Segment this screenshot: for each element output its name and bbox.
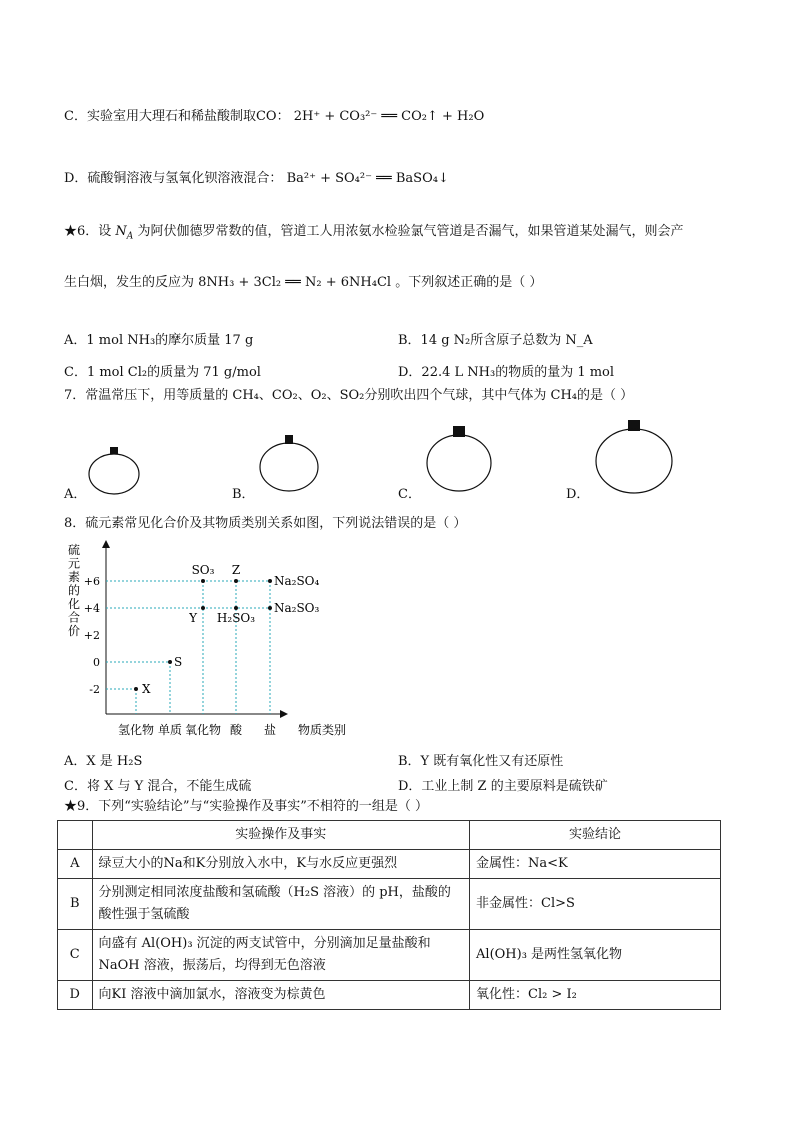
chart-y-tick-label: -2	[89, 683, 100, 696]
q6-stem-body: 为阿伏伽德罗常数的值，管道工人用浓氨水检验氯气管道是否漏气，如果管道某处漏气，则会产	[137, 224, 684, 239]
chart-point-label: S	[174, 655, 183, 669]
chart-y-tick-label: 0	[93, 656, 100, 669]
row-conclusion: Al(OH)₃ 是两性氢氧化物	[470, 930, 721, 981]
chart-ylabel-char: 素	[68, 570, 81, 584]
chart-point-label: Z	[231, 563, 241, 577]
balloon-a	[89, 447, 139, 494]
q8-option-a: A．X 是 H₂S	[64, 754, 143, 769]
q9-stem: ★9．下列“实验结论”与“实验操作及事实”不相符的一组是（ ）	[64, 799, 428, 814]
q8-valence-chart	[60, 540, 380, 740]
q7-label-d: D．	[566, 487, 590, 502]
chart-point-label: Na₂SO₃	[274, 601, 320, 615]
chart-y-arrow	[102, 540, 110, 548]
chart-xlabel: 物质类别	[298, 723, 347, 737]
chart-ylabel	[68, 542, 80, 638]
table-row	[58, 850, 721, 879]
row-id: A	[58, 850, 93, 879]
chart-point-label: SO₃	[191, 563, 215, 577]
table-row	[58, 879, 721, 930]
row-operation: 分别测定相同浓度盐酸和氢硫酸（H₂S 溶液）的 pH，盐酸的酸性强于氢硫酸	[92, 879, 470, 930]
q6-stem-question: 。下列叙述正确的是（ ）	[395, 275, 543, 290]
chart-point	[234, 606, 238, 610]
q7-stem: 7．常温常压下，用等质量的 CH₄、CO₂、O₂、SO₂分别吹出四个气球，其中气体为 CH₄的是（ ）	[64, 388, 634, 403]
avogadro-symbol: $N_A$	[115, 224, 134, 242]
chart-point-label: H₂SO₃	[216, 611, 256, 625]
q8-option-b: B．Y 既有氧化性又有还原性	[398, 754, 564, 769]
row-operation: 向盛有 Al(OH)₃ 沉淀的两支试管中，分别滴加足量盐酸和 NaOH 溶液，振荡后，均得到无色溶液	[92, 930, 470, 981]
q5-option-d-equation: Ba²⁺ + SO₄²⁻ ══ BaSO₄↓	[286, 171, 449, 186]
q5-option-c-text: C．实验室用大理石和稀盐酸制取CO	[64, 109, 277, 124]
chart-point	[234, 579, 238, 583]
chart-point	[134, 687, 138, 691]
header-conclusion: 实验结论	[470, 821, 721, 850]
table-header-row	[58, 821, 721, 850]
chart-point	[201, 606, 205, 610]
table-row	[58, 930, 721, 981]
balloon-c	[427, 426, 491, 491]
q8-option-c: C．将 X 与 Y 混合，不能生成硫	[64, 779, 252, 794]
chart-point	[268, 606, 272, 610]
row-id: D	[58, 981, 93, 1010]
q5-option-d-text: D．硫酸铜溶液与氢氧化钡溶液混合：	[64, 171, 283, 186]
chart-ylabel-char: 硫	[68, 543, 81, 557]
balloon-b	[260, 435, 318, 491]
q8-stem: 8．硫元素常见化合价及其物质类别关系如图，下列说法错误的是（ ）	[64, 516, 467, 531]
table-row	[58, 981, 721, 1010]
chart-x-tick-label: 氢化物	[117, 723, 155, 737]
q8-option-d: D．工业上制 Z 的主要原料是硫铁矿	[398, 779, 608, 794]
row-id: C	[58, 930, 93, 981]
q7-balloons	[0, 0, 794, 520]
row-conclusion: 非金属性：Cl>S	[470, 879, 721, 930]
chart-point-label: X	[142, 682, 151, 696]
q6-option-b: B．14 g N₂所含原子总数为 N_A	[398, 333, 593, 348]
chart-x-tick-label: 氧化物	[184, 723, 222, 737]
q7-label-a: A．	[64, 487, 87, 502]
chart-point	[268, 579, 272, 583]
q6-option-a: A．1 mol NH₃的摩尔质量 17 g	[64, 333, 254, 348]
chart-point	[168, 660, 172, 664]
chart-point-label: Y	[189, 611, 197, 625]
q6-stem-prefix: ★6．设	[64, 224, 112, 239]
chart-point	[201, 579, 205, 583]
q6-option-d: D．22.4 L NH₃的物质的量为 1 mol	[398, 365, 615, 380]
chart-y-tick-label: +4	[83, 602, 100, 615]
chart-ylabel-char: 元	[68, 556, 81, 571]
chart-y-tick-label: +6	[83, 575, 100, 588]
q5-option-c-equation: 2H⁺ + CO₃²⁻ ══ CO₂↑ + H₂O	[293, 109, 485, 124]
q6-stem-line2-text: 生白烟，发生的反应为	[64, 275, 195, 290]
chart-ylabel-char: 价	[68, 624, 81, 638]
chart-x-arrow	[280, 710, 288, 718]
balloon-d	[596, 420, 672, 493]
chart-point-label: Na₂SO₄	[274, 574, 320, 588]
row-id: B	[58, 879, 93, 930]
chart-ylabel-char: 的	[68, 583, 81, 598]
q6-option-c: C．1 mol Cl₂的质量为 71 g/mol	[64, 365, 261, 380]
q5-option-c-tail: ：	[276, 109, 290, 124]
chart-ylabel-char: 化	[68, 597, 81, 611]
row-operation: 向KI 溶液中滴加氯水，溶液变为棕黄色	[92, 981, 470, 1010]
q7-label-b: B．	[232, 487, 255, 502]
row-conclusion: 氧化性：Cl₂ > I₂	[470, 981, 721, 1010]
row-conclusion: 金属性：Na<K	[470, 850, 721, 879]
header-id	[58, 821, 93, 850]
q7-label-c: C．	[398, 487, 421, 502]
chart-x-tick-label: 单质	[157, 723, 183, 737]
q9-table	[57, 820, 721, 1010]
chart-x-tick-label: 盐	[263, 723, 277, 737]
row-operation: 绿豆大小的Na和K分别放入水中，K与水反应更强烈	[92, 850, 470, 879]
q6-reaction-equation: 8NH₃ + 3Cl₂ ══ N₂ + 6NH₄Cl	[198, 275, 392, 290]
chart-ylabel-char: 合	[68, 610, 81, 625]
chart-x-tick-label: 酸	[229, 723, 243, 737]
chart-y-tick-label: +2	[83, 629, 100, 642]
header-operation: 实验操作及事实	[92, 821, 470, 850]
